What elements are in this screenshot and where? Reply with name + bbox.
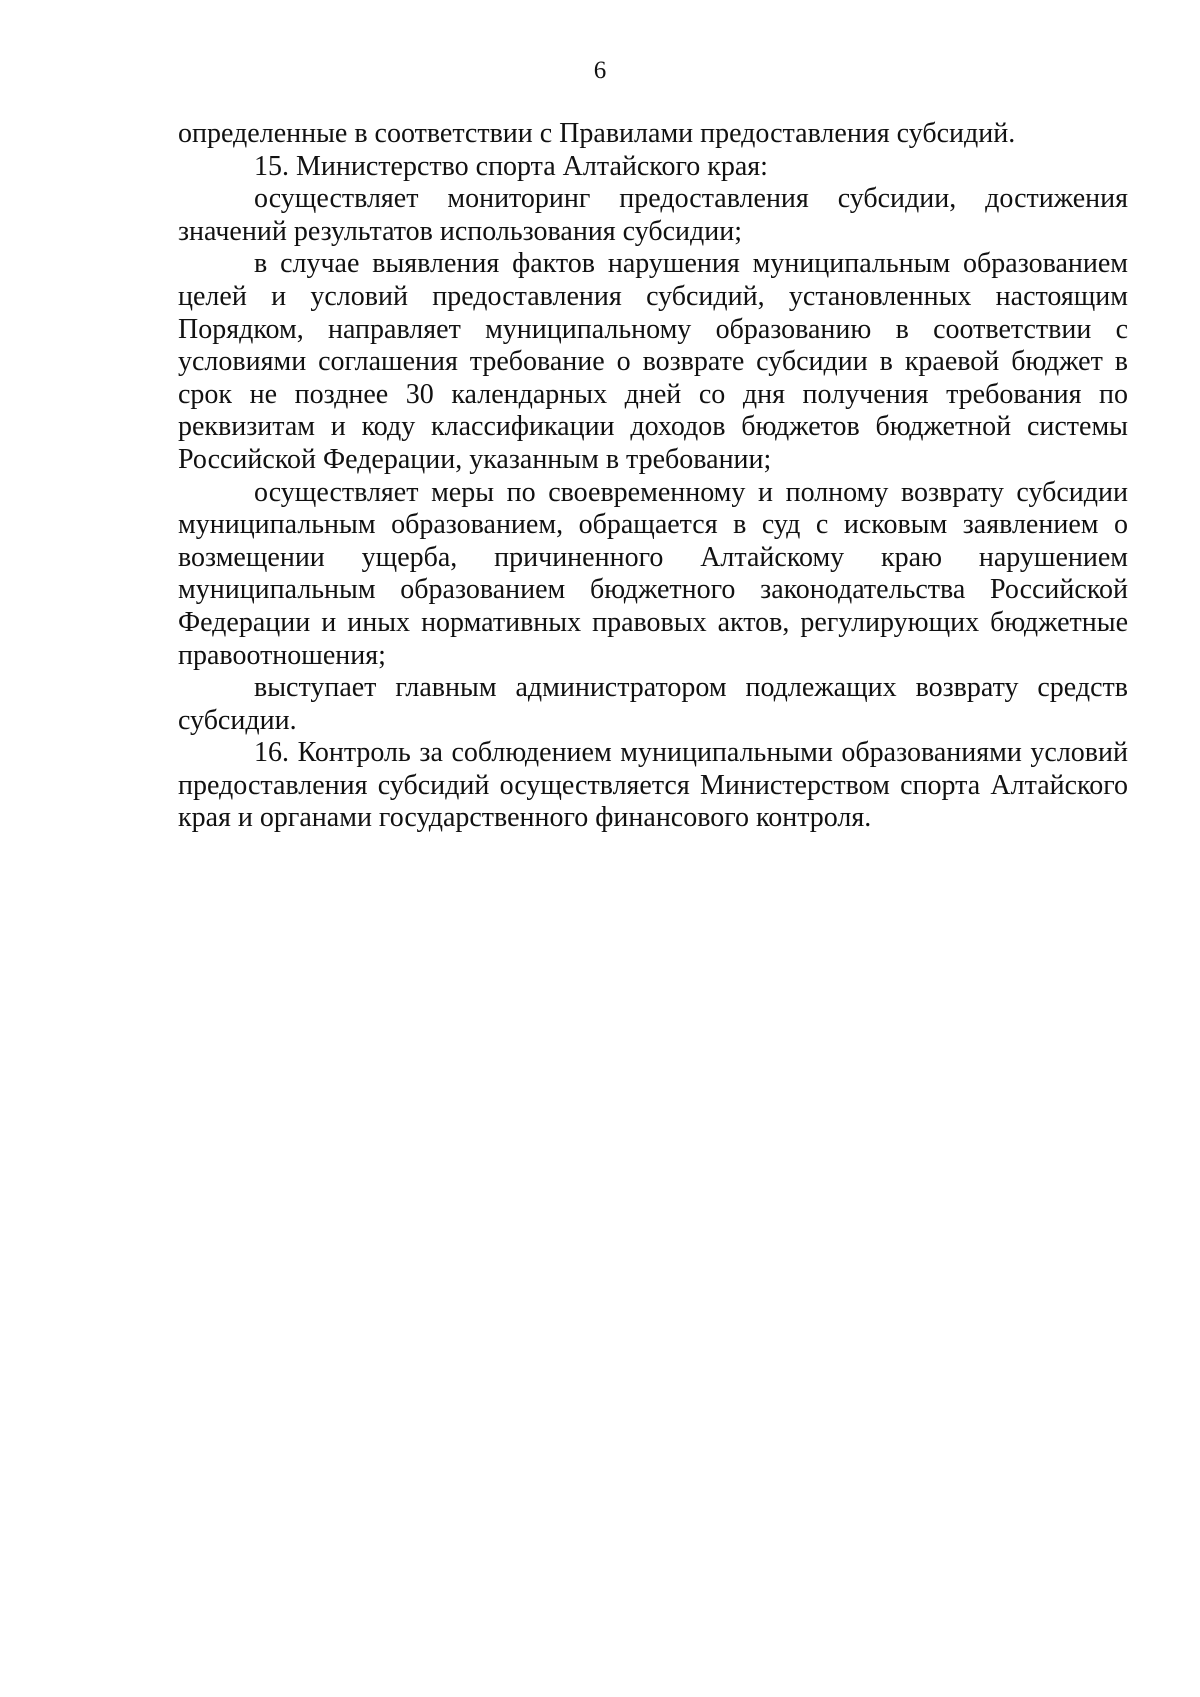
paragraph-chief-administrator: выступает главным администратором подлежащих возврату средств субсидии.: [178, 672, 1128, 736]
paragraph-return-measures: осуществляет меры по своевременному и полному возврату субсидии муниципальным образованием, обращается в суд с исковым заявлением о возмещении ущерба, причиненного Алтайскому краю нарушением муниципальным образованием бюджетного законодательства Российской Федерации и иных нормативных правовых актов, регулирующих бюджетные правоотношения;: [178, 476, 1128, 671]
paragraph-item-16: 16. Контроль за соблюдением муниципальными образованиями условий предоставления субсидий осуществляется Министерством спорта Алтайского края и органами государственного финансового контроля.: [178, 737, 1128, 834]
page-number: 6: [593, 57, 607, 84]
paragraph-violation-return: в случае выявления фактов нарушения муниципальным образованием целей и условий предоставления субсидий, установленных настоящим Порядком, направляет муниципальному образованию в соответствии с условиями соглашения требование о возврате субсидии в краевой бюджет в срок не позднее 30 календарных дней со дня получения требования по реквизитам и коду классификации доходов бюджетов бюджетной системы Российской Федерации, указанным в требовании;: [178, 248, 1128, 475]
document-body: [178, 118, 1128, 835]
paragraph-monitoring: осуществляет мониторинг предоставления субсидии, достижения значений результатов использования субсидии;: [178, 183, 1128, 247]
paragraph-item-15: 15. Министерство спорта Алтайского края:: [254, 150, 768, 182]
paragraph-continuation: определенные в соответствии с Правилами предоставления субсидий.: [178, 118, 1016, 149]
